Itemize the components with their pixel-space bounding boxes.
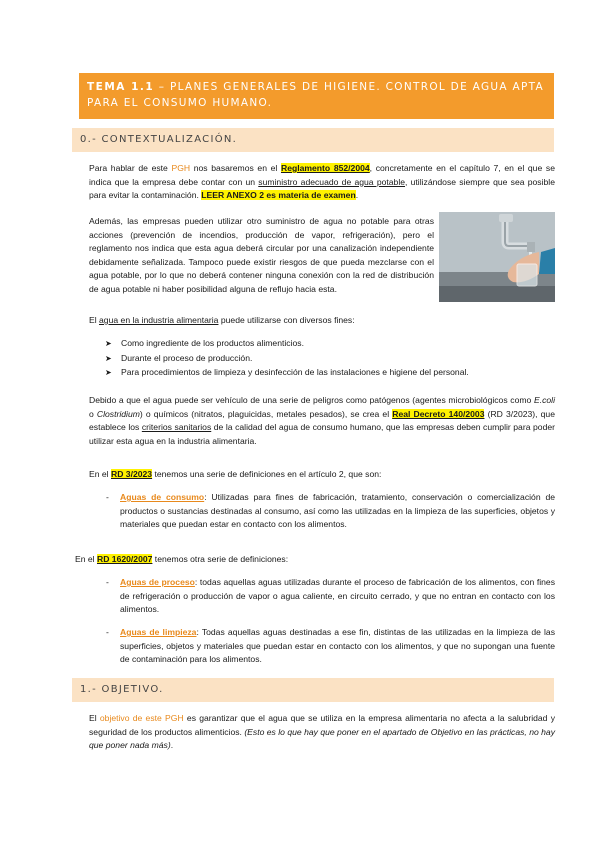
list-item: ➤ Como ingrediente de los productos alimenticios. [105, 337, 555, 351]
list-item: ➤ Para procedimientos de limpieza y desinfección de las instalaciones e higiene del personal. [105, 366, 555, 380]
paragraph-rd-3-2023: En el RD 3/2023 tenemos una serie de definiciones en el artículo 2, que son: [89, 469, 382, 479]
paragraph-uses-intro: El agua en la industria alimentaria puede utilizarse con diversos fines: [89, 315, 355, 325]
paragraph-objetivo: El objetivo de este PGH es garantizar que el agua que se utiliza en la empresa alimentaria no afecta a la salubridad y seguridad de los productos alimenticios. (Esto es lo que hay que poner en el apartado de Objetivo en las prácticas, no hay que poner nada más). [89, 713, 556, 750]
dash-bullet: - [106, 577, 109, 587]
uses-list [105, 337, 555, 381]
arrow-bullet-icon: ➤ [105, 339, 112, 348]
tap-water-photo [439, 212, 555, 302]
definition-aguas-de-limpieza: Aguas de limpieza: Todas aquellas aguas destinadas a ese fin, distintas de las utilizadas en la limpieza de las superficies, objetos y materiales que puedan estar en contacto con los alimentos, y que no supongan una fuente de contaminación para los alimentos. [120, 627, 555, 664]
paragraph-intro: Para hablar de este PGH nos basaremos en el Reglamento 852/2004, concretamente en el capítulo 7, en el que se indica que la empresa debe contar con un suministro adecuado de agua potable, utilizándose siempre que sea posible para evitar la contaminación. LEER ANEXO 2 es materia de examen. [89, 163, 555, 200]
paragraph-rd-1620-2007: En el RD 1620/2007 tenemos otra serie de definiciones: [75, 554, 289, 564]
section-header-contextualizacion: 0.- CONTEXTUALIZACIÓN. [72, 128, 554, 152]
arrow-bullet-icon: ➤ [105, 353, 112, 363]
dash-bullet: - [106, 627, 109, 637]
list-item: ➤ Durante el proceso de producción. [105, 352, 555, 366]
paragraph-non-potable: Además, las empresas pueden utilizar otro suministro de agua no potable para otras acciones (prevención de incendios, producción de vapor, refrigeración), pero el reglamento nos indica que esta agua deberá circular por una canalización independiente debidamente señalizada. Tampoco puede existir riesgos de que pueda mezclarse con el agua potable, por lo que no deberá contener ninguna conexión con la red de distribución de agua potable ni haber posibilidad alguna de reflujo hacia esta. [89, 216, 434, 294]
document-title: TEMA 1.1 – PLANES GENERALES DE HIGIENE. CONTROL DE AGUA APTA PARA EL CONSUMO HUMANO. [87, 81, 544, 109]
arrow-bullet-icon: ➤ [105, 368, 112, 377]
section-header-objetivo: 1.- OBJETIVO. [72, 678, 554, 702]
dash-bullet: - [106, 492, 109, 502]
paragraph-hazards: Debido a que el agua puede ser vehículo de una serie de peligros como patógenos (agentes microbiológicos como E.coli o Clostridium) o químicos (nitratos, plaguicidas, metales pesados), se crea el Real Decreto 140/2003 (RD 3/2023), que establece los criterios sanitarios de la calidad del agua de consumo humano, que las empresas deben cumplir para poder utilizar esta agua en la industria alimentaria. [89, 395, 555, 446]
definition-aguas-de-proceso: Aguas de proceso: todas aquellas aguas utilizadas durante el proceso de fabricación de los alimentos, con fines de refrigeración o producción de vapor o agua caliente, en circuito cerrado, y que no entran en contacto con los alimentos. [120, 577, 556, 614]
definition-aguas-de-consumo: Aguas de consumo: Utilizadas para fines de fabricación, tratamiento, conservación o comercialización de productos o sustancias destinadas al consumo, así como las utilizadas en la limpieza de las superficies, objetos y materiales que puedan estar en contacto con los alimentos. [120, 492, 556, 529]
title-banner [79, 73, 554, 119]
